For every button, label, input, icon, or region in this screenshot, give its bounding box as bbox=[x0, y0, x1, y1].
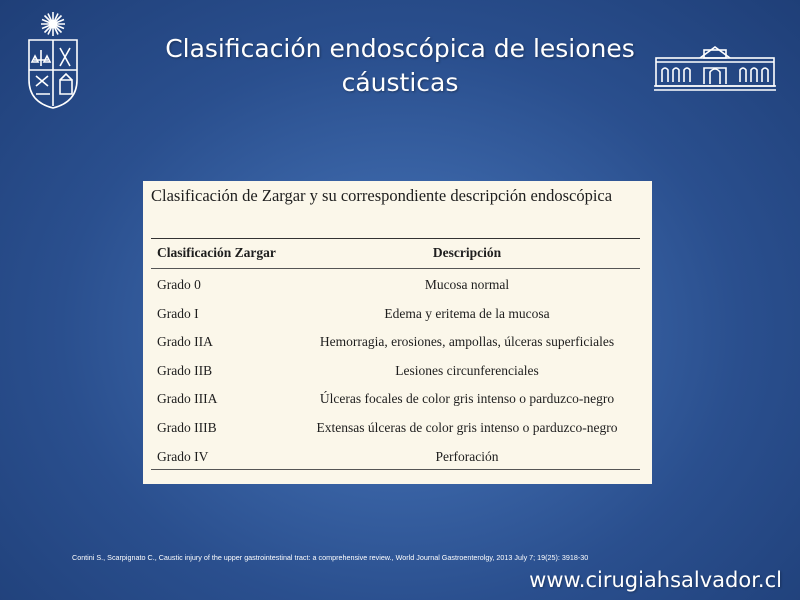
table-row bbox=[143, 301, 652, 330]
zargar-table bbox=[143, 181, 652, 484]
table-row bbox=[143, 444, 652, 473]
grade-cell: Grado IIA bbox=[157, 334, 213, 350]
table-body bbox=[143, 272, 652, 472]
slide-title-line1: Clasificación endoscópica de lesiones bbox=[165, 34, 635, 63]
website-url: www.cirugiahsalvador.cl bbox=[529, 568, 782, 592]
column-header-description: Descripción bbox=[432, 245, 502, 260]
grade-cell: Grado 0 bbox=[157, 277, 201, 292]
description-cell: Úlceras focales de color gris intenso o parduzco-negro bbox=[319, 391, 615, 407]
table-row bbox=[143, 329, 652, 358]
column-header-classification: Clasificación Zargar bbox=[157, 245, 276, 260]
table-row bbox=[143, 415, 652, 444]
description-cell: Lesiones circunferenciales bbox=[395, 362, 539, 378]
citation-text: Contini S., Scarpignato C., Caustic injury of the upper gastrointestinal tract: a comprehensive review., World Journal Gastroenterolgy, 2013 July 7; 19(25): 3918-30 bbox=[72, 553, 589, 562]
hospital-building-icon bbox=[652, 44, 778, 94]
grade-cell: Grado IV bbox=[157, 448, 209, 464]
grade-cell: Grado I bbox=[157, 305, 199, 321]
table-rule-bottom bbox=[151, 469, 640, 470]
slide-title-line2: cáusticas bbox=[341, 68, 459, 97]
table-row bbox=[143, 386, 652, 415]
description-cell: Edema y eritema de la mucosa bbox=[384, 305, 550, 321]
grade-cell: Grado IIIA bbox=[157, 391, 218, 407]
description-cell: Hemorragia, erosiones, ampollas, úlceras superficiales bbox=[319, 334, 615, 350]
table-rule-top bbox=[151, 238, 640, 239]
slide-title bbox=[110, 32, 690, 100]
table-caption: Clasificación de Zargar y su correspondiente descripción endoscópica bbox=[151, 186, 613, 205]
description-cell: Mucosa normal bbox=[424, 277, 510, 292]
table-row bbox=[143, 272, 652, 301]
table-rule-header bbox=[151, 268, 640, 269]
grade-cell: Grado IIB bbox=[157, 362, 213, 378]
table-row bbox=[143, 358, 652, 387]
description-cell: Extensas úlceras de color gris intenso o parduzco-negro bbox=[316, 419, 618, 435]
description-cell: Perforación bbox=[435, 448, 499, 464]
university-crest-icon bbox=[24, 10, 82, 110]
grade-cell: Grado IIIB bbox=[157, 419, 217, 435]
